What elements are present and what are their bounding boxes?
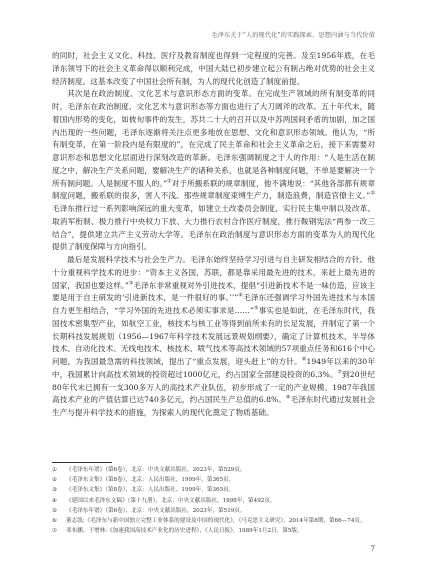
paragraph-text: 事实也是如此，在毛泽东时代，我国技术密集型产业，如航空工业，核技术与核工业等得到前所未有的长足发展，并制定了第一个长期科技发展规划（1956—1967年科学技术发展远景规划纲要），确定了计算机技术、半导体技术、自动化技术、无线电技术、核技术、喷气技术等高技术领域的57项重点任务和616个中心问题，为我国最急需的科技领域，提出了“重点发展，迎头赶上”的方针。: [52, 306, 375, 366]
footnote-ref[interactable]: ③: [128, 279, 134, 286]
footnote-ref[interactable]: ⑧: [285, 394, 291, 401]
footnote-text: 《建国以来毛泽东文稿》（第十九册），北京：中央文献出版社，1998年，第492页。: [66, 497, 276, 504]
paragraph-text: 对于所搬系联的规章制度，他不满地说：“其他各部都有规章制度问题，搬系联的很多，害人不浅。那些规章制度束缚生产力，制造浪费，制造官僚主义。”: [52, 178, 375, 201]
footnote-text: 《毛泽东文集》（第8卷），北京：人民出版社，1999年，第365页。: [66, 477, 235, 484]
footnote-number: ③: [52, 487, 58, 494]
footnote-item: [52, 526, 375, 536]
footnote-item: [52, 485, 375, 495]
paragraph-text: 的同时，社会主义文化、科技、医疗及教育制度也得到一定程度的完善。及至1956年底，在毛泽东领导下的社会主义革命得以顺利完成，中国大陆已初步建立起公有制占绝对优势的社会主义经济制度。这基本改变了中国社会所有制，为人的现代化创造了制度前提。: [52, 51, 375, 86]
footnote-ref[interactable]: ⑤: [253, 305, 259, 312]
paragraph-text: 毛泽东还强调学习外国先进技术与本国自力更生相结合，“学习外国的先进技术必须实事求是……”: [52, 293, 375, 315]
paragraph-text: 最后是发展科学技术与社会生产力。毛泽东始终坚持学习引进与自主研发相结合的方针。他十分重视科学技术的进步：“资本主义各国，苏联，都是靠采用最先进的技术，来赶上最先进的国家，我国也要这样。”: [52, 255, 375, 290]
footnote-item: [52, 506, 375, 516]
paragraph-2: [52, 88, 375, 254]
paragraph-text: 到20世纪80年代末已拥有一支300多万人的高技术产业队伍，初步形成了一定的产业规模。1987年我国高技术产业的产值估算已达740多亿元，约占国民生产总值的6.8%。: [52, 369, 375, 405]
footnote-ref[interactable]: ④: [238, 292, 244, 299]
footnote-number: ⑦: [52, 528, 58, 535]
footnote-item: [52, 475, 375, 485]
footnote-number: ①: [52, 467, 58, 473]
footnote-divider: [52, 462, 112, 463]
footnote-ref[interactable]: ⑥: [301, 356, 307, 363]
footnote-ref[interactable]: ②: [370, 190, 375, 197]
page-number: 7: [370, 545, 375, 553]
footnotes: [52, 465, 375, 536]
running-header: 毛泽东关于“人的现代化”的实践探索、思想内涵与当代价值: [211, 32, 375, 39]
paragraph-text: 1949年以来的30年中，我国累计向高技术领域的投资超过1000亿元，约占国家全部建设投资的6.3%。: [52, 357, 375, 379]
footnote-number: ④: [52, 497, 58, 504]
footnote-item: [52, 496, 375, 506]
footnote-number: ⑥: [52, 518, 58, 525]
paragraph-text: 其次是在政治制度、文化艺术与意识形态方面的变革。在完成生产领域的所有制变革的同时，毛泽东在政治制度、文化艺术与意识形态等方面也进行了大刀阔斧的改革。五十年代末，随着国内形势的变化，如彼旬事件的发生，苏共二十大的召开以及中苏两国间矛盾的加剧，加之国内出现的一些问题，毛泽东逐渐将关注点更多地放在思想、文化和意识形态领域。他认为，“所有制变革，在第一阶段内是有限度的”，在完成了民主革命和社会主义革命之后，接下来需要对意识形态和思想文化层面进行深刻改造的革新。毛泽东强调制度之于人的作用：“人是生活在制度之中，解决生产关系问题，要解决生产的诸种关系，也就是各种制度问题，不单是要解决一个所有制问题。人是制度不服人的。”: [52, 89, 375, 188]
footnote-number: ②: [52, 477, 58, 484]
footnote-ref[interactable]: ①: [167, 177, 172, 184]
footnote-text: 《毛泽东年谱》（第6卷），北京：中央文献出版社，2023年，第519页。: [66, 507, 246, 514]
paragraph-text: 毛泽东推行过一系列影响深远的重大变革，如建立土改委员会制度、实行民主集中制以及改革、取消军衔制、极力推行中央权力下放、大力推行农村合作医疗制度，推行鞍钢宪法“两参一改三结合”，提供建立共产主义劳动大学等。毛泽东在政治制度与意识形态方面的变革为人的现代化提供了制度保障与方向指引。: [52, 204, 375, 252]
paragraph-text: 毛泽东时代通过发展社会生产与提升科学技术的措施，为探索人的现代化奠定了物质基础。: [52, 395, 375, 417]
body-text: [52, 50, 375, 420]
footnote-text: 《毛泽东文集》（第8卷），北京：人民出版社，1999年，第365页。: [66, 487, 235, 494]
paragraph-1: [52, 50, 375, 88]
footnote-text: 邓布鹏、于增林:《加速我国高技术产业化的历史进程》，《人民日报》，1989年1月2日，第5版。: [66, 528, 303, 535]
footnote-number: ⑤: [52, 507, 58, 514]
footnote-item: [52, 465, 375, 475]
footnote-item: [52, 516, 375, 526]
footnote-ref[interactable]: ⑦: [337, 369, 343, 376]
footnote-text: 董志凯:《毛泽东与新中国独立完整工业体系的建设及中国的现代化》，《马克思主义研究》，2014年第8期，第66—74页。: [66, 518, 366, 525]
paragraph-3: [52, 254, 375, 420]
paragraph-text: 毛泽东非常重视对外引进技术，提倡“引进新技术不是一味仿造，应该主要是用于自主研发的‘引进新技术，是一件很好的事。’’”: [52, 280, 376, 303]
footnote-text: 《毛泽东年谱》（第6卷），北京：中央文献出版社，2023年，第529页。: [66, 467, 246, 473]
